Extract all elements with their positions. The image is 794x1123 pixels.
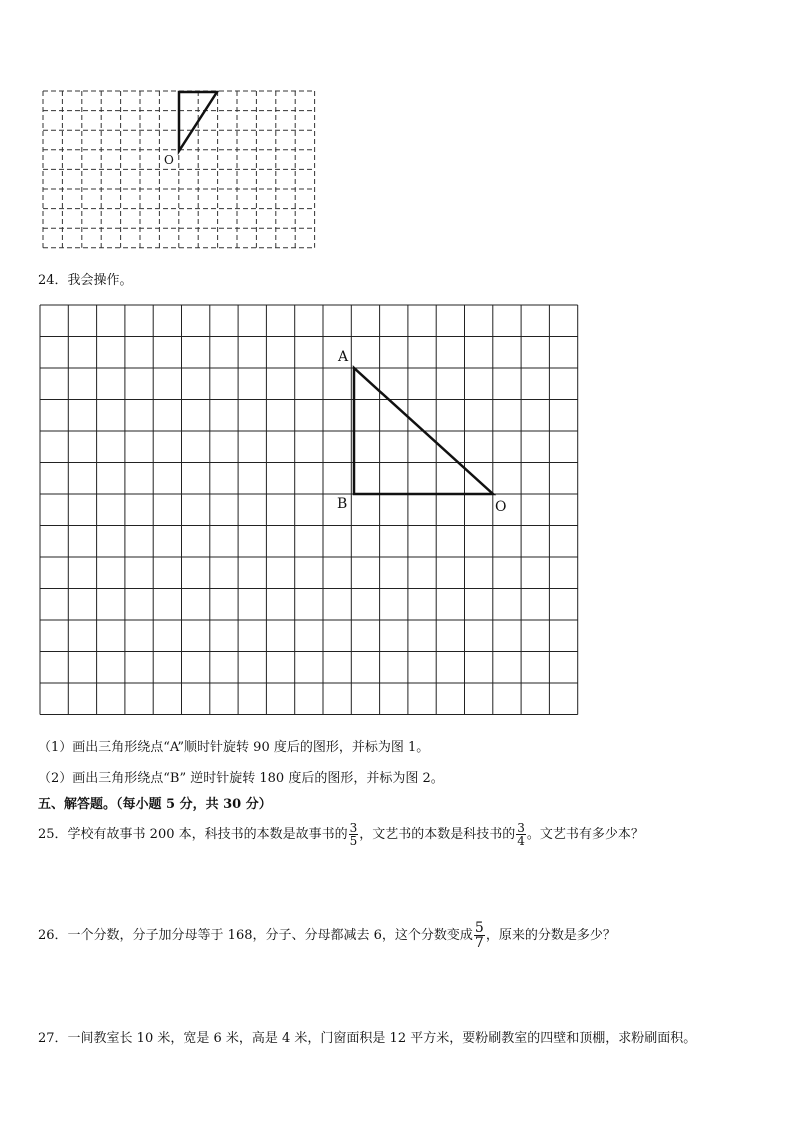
- q25-frac2-denominator: 4: [517, 834, 525, 848]
- point-a-label: A: [338, 349, 349, 365]
- q25-frac1-denominator: 5: [349, 834, 358, 848]
- q26-frac-denominator: 7: [474, 935, 484, 951]
- q26-part2: ，原来的分数是多少？: [485, 928, 616, 943]
- q24-heading: 24．我会操作。: [38, 273, 133, 288]
- point-b-label: B: [337, 496, 348, 512]
- q25-part2: ，文艺书的本数是科技书的: [359, 827, 516, 842]
- q27-text: 27．一间教室长 10 米，宽是 6 米，高是 4 米，门窗面积是 12 平方米，要粉刷教室的四壁和顶棚，求粉刷面积。: [38, 1031, 697, 1046]
- q25-part3: 。文艺书有多少本？: [526, 827, 644, 842]
- q25-text: [38, 822, 644, 847]
- q26-frac-numerator: 5: [474, 920, 484, 936]
- q26-text: [38, 921, 616, 950]
- q25-frac2-numerator: 3: [517, 821, 525, 835]
- section-5-heading: 五、解答题。（每小题 5 分，共 30 分）: [38, 797, 272, 812]
- q25-fraction-2: [516, 822, 526, 847]
- q26-part1: 26．一个分数，分子加分母等于 168，分子、分母都减去 6，这个分数变成: [38, 928, 473, 943]
- q25-part1: 25．学校有故事书 200 本，科技书的本数是故事书的: [38, 827, 348, 842]
- dashed-grid-figure: [40, 88, 320, 250]
- q25-frac1-numerator: 3: [349, 821, 358, 835]
- point-o-label: O: [495, 499, 507, 515]
- task-1: （1）画出三角形绕点“A”顺时针旋转 90 度后的图形，并标为图 1。: [38, 740, 430, 755]
- q26-fraction: [474, 921, 485, 950]
- task-2: （2）画出三角形绕点“B” 逆时针旋转 180 度后的图形，并标为图 2。: [38, 771, 444, 786]
- q25-fraction-1: [349, 822, 359, 847]
- top-point-o-label: O: [164, 153, 174, 167]
